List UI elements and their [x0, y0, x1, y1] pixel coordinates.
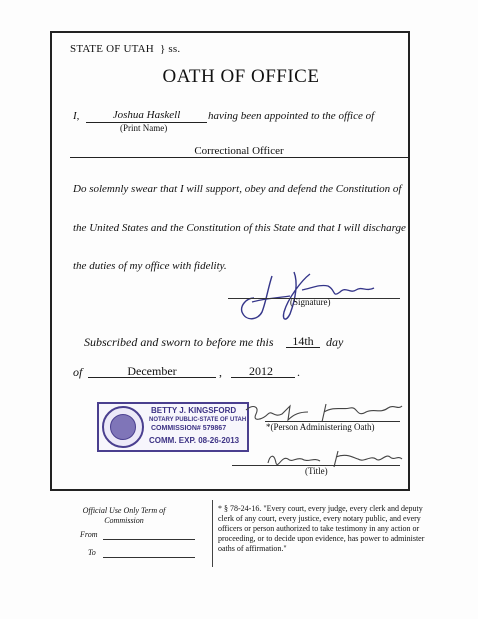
oath-line-1: Do solemnly swear that I will support, obey and defend the Constitution of	[73, 183, 402, 195]
notary-expiration: COMM. EXP. 08-26-2013	[149, 436, 240, 445]
month-value: December	[127, 364, 177, 378]
of-word: of	[73, 365, 83, 379]
signature-label: (Signature)	[290, 297, 331, 307]
year-value: 2012	[249, 364, 273, 378]
notary-state-line: NOTARY PUBLIC-STATE OF UTAH	[149, 417, 247, 423]
day-word: day	[326, 335, 344, 349]
date-period: .	[297, 365, 300, 379]
office-underline	[70, 157, 408, 158]
venue-heading: STATE OF UTAH } ss.	[70, 43, 181, 55]
day-value: 14th	[292, 334, 314, 348]
notary-name: BETTY J. KINGSFORD	[151, 406, 237, 415]
footer-divider	[212, 500, 213, 567]
office-title: Correctional Officer	[194, 145, 284, 157]
day-underline	[286, 347, 320, 348]
month-underline	[88, 377, 216, 378]
administering-label: *(Person Administering Oath)	[266, 422, 375, 432]
oath-line-2: the United States and the Constitution of this State and that I will discharge	[73, 222, 406, 234]
intro-prefix: I,	[73, 110, 80, 122]
state-seal-emblem-icon	[110, 414, 136, 440]
print-name-label: (Print Name)	[120, 123, 168, 133]
from-label: From	[80, 530, 98, 539]
date-comma: ,	[219, 365, 222, 379]
notary-commission: COMMISSION# 579867	[151, 425, 227, 432]
subscribed-text: Subscribed and sworn to before me this	[84, 335, 274, 349]
statute-text: * § 78-24-16. "Every court, every judge, every clerk and deputy clerk of any court, every justice, every notary public, and every officers or person authorized to take testimony in any action or proceeding, or to decide upon evidence, has power to administer oaths of affirmation."	[218, 504, 425, 553]
intro-suffix: having been appointed to the office of	[208, 110, 375, 122]
document-title: OATH OF OFFICE	[162, 66, 320, 87]
to-line	[103, 557, 195, 558]
from-line	[103, 539, 195, 540]
title-label: (Title)	[305, 466, 328, 476]
oath-line-3: the duties of my office with fidelity.	[73, 260, 227, 272]
year-underline	[231, 377, 295, 378]
official-use-heading: Official Use Only Term of Commission	[82, 506, 166, 525]
affiant-name: Joshua Haskell	[112, 109, 181, 121]
notary-title-signature	[262, 447, 404, 471]
to-label: To	[88, 548, 96, 557]
